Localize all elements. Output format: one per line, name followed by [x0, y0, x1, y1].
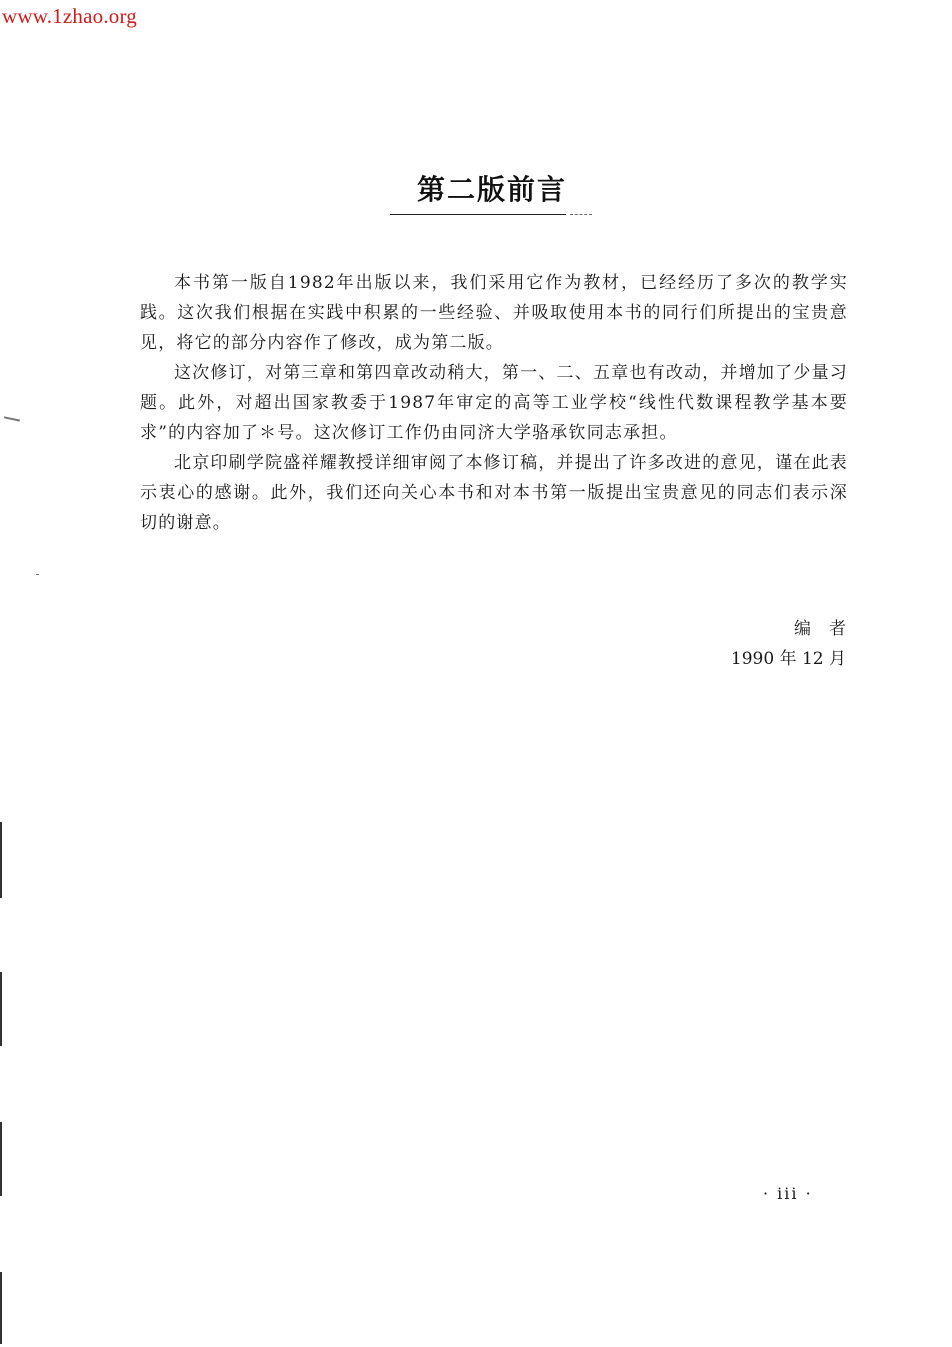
scan-edge-mark — [0, 822, 2, 898]
paragraph-1: 本书第一版自1982年出版以来，我们采用它作为教材，已经经历了多次的教学实践。这次我们根据在实践中积累的一些经验、并吸取使用本书的同行们所提出的宝贵意见，将它的部分内容作了修改，成为第二版。 — [140, 273, 848, 353]
scan-edge-mark — [0, 1122, 2, 1196]
signature-author: 编者 — [794, 619, 864, 639]
scan-speck — [36, 574, 39, 575]
title-underline — [390, 214, 566, 215]
scan-edge-mark — [0, 972, 2, 1046]
watermark-url: www.1zhao.org — [2, 4, 137, 28]
signature-date: 1990 年 12 月 — [730, 649, 846, 669]
paragraph-3: 北京印刷学院盛祥耀教授详细审阅了本修订稿，并提出了许多改进的意见，谨在此表示衷心的感谢。此外，我们还向关心本书和对本书第一版提出宝贵意见的同志们表示深切的谢意。 — [140, 453, 848, 533]
page-number: · iii · — [763, 1184, 813, 1203]
page-title: 第二版前言 — [416, 173, 567, 206]
scan-speck — [4, 416, 20, 421]
signature-block — [730, 614, 864, 674]
title-block — [386, 168, 598, 215]
paragraph-2: 这次修订，对第三章和第四章改动稍大，第一、二、五章也有改动，并增加了少量习题。此外，对超出国家教委于1987年审定的高等工业学校“线性代数课程教学基本要求”的内容加了＊号。这次修订工作仍由同济大学骆承钦同志承担。 — [140, 363, 848, 443]
preface-body — [140, 268, 848, 538]
scan-edge-mark — [0, 1272, 2, 1344]
